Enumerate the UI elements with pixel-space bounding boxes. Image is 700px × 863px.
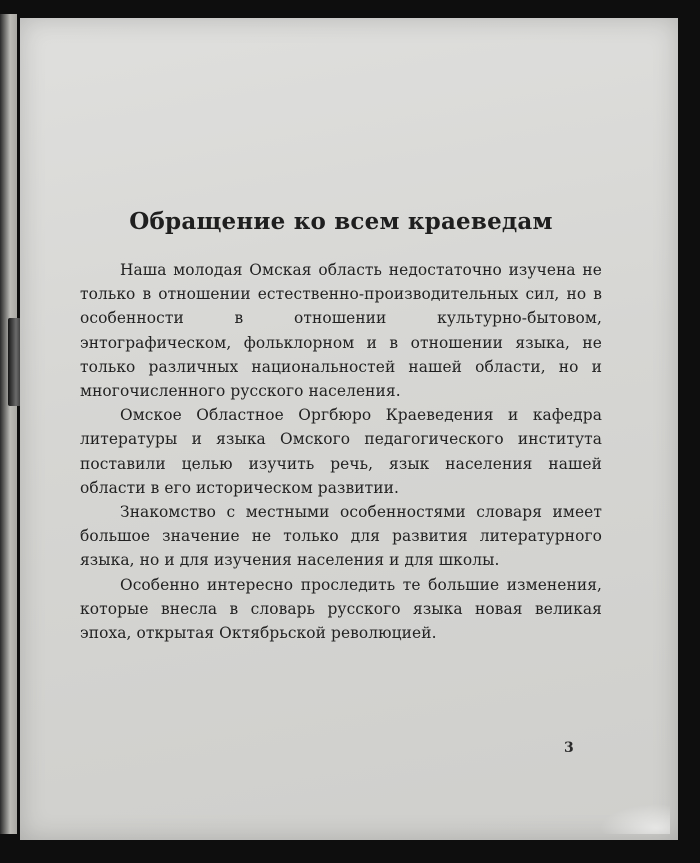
paragraph: Особенно интересно проследить те большие изменения, которые внесла в словарь русского языка новая великая эпоха, открытая Октябрьской революцией. [80, 575, 602, 643]
page-title: Обращение ко всем краеведам [129, 208, 553, 235]
paragraph: Знакомство с местными особенностями словаря имеет большое значение не только для развития литературного языка, но и для изучения населения и для школы. [80, 503, 602, 570]
page-number: 3 [564, 740, 574, 756]
previous-page-edge [0, 14, 17, 834]
paragraph: Наша молодая Омская область недостаточно изучена не только в отношении естественно-производительных сил, но в особенности в отношении культурно-бытовом, энтографическом, фольклорном и в отношении языка, не только различных национальностей нашей области, но и многочисленного русского населения. [80, 261, 602, 401]
book-page [20, 18, 678, 840]
body-text [80, 258, 602, 645]
page-corner-wear [600, 804, 670, 834]
paragraph: Омское Областное Оргбюро Краеведения и кафедра литературы и языка Омского педагогического института поставили целью изучить речь, язык населения нашей области в его историческом развитии. [80, 406, 602, 497]
